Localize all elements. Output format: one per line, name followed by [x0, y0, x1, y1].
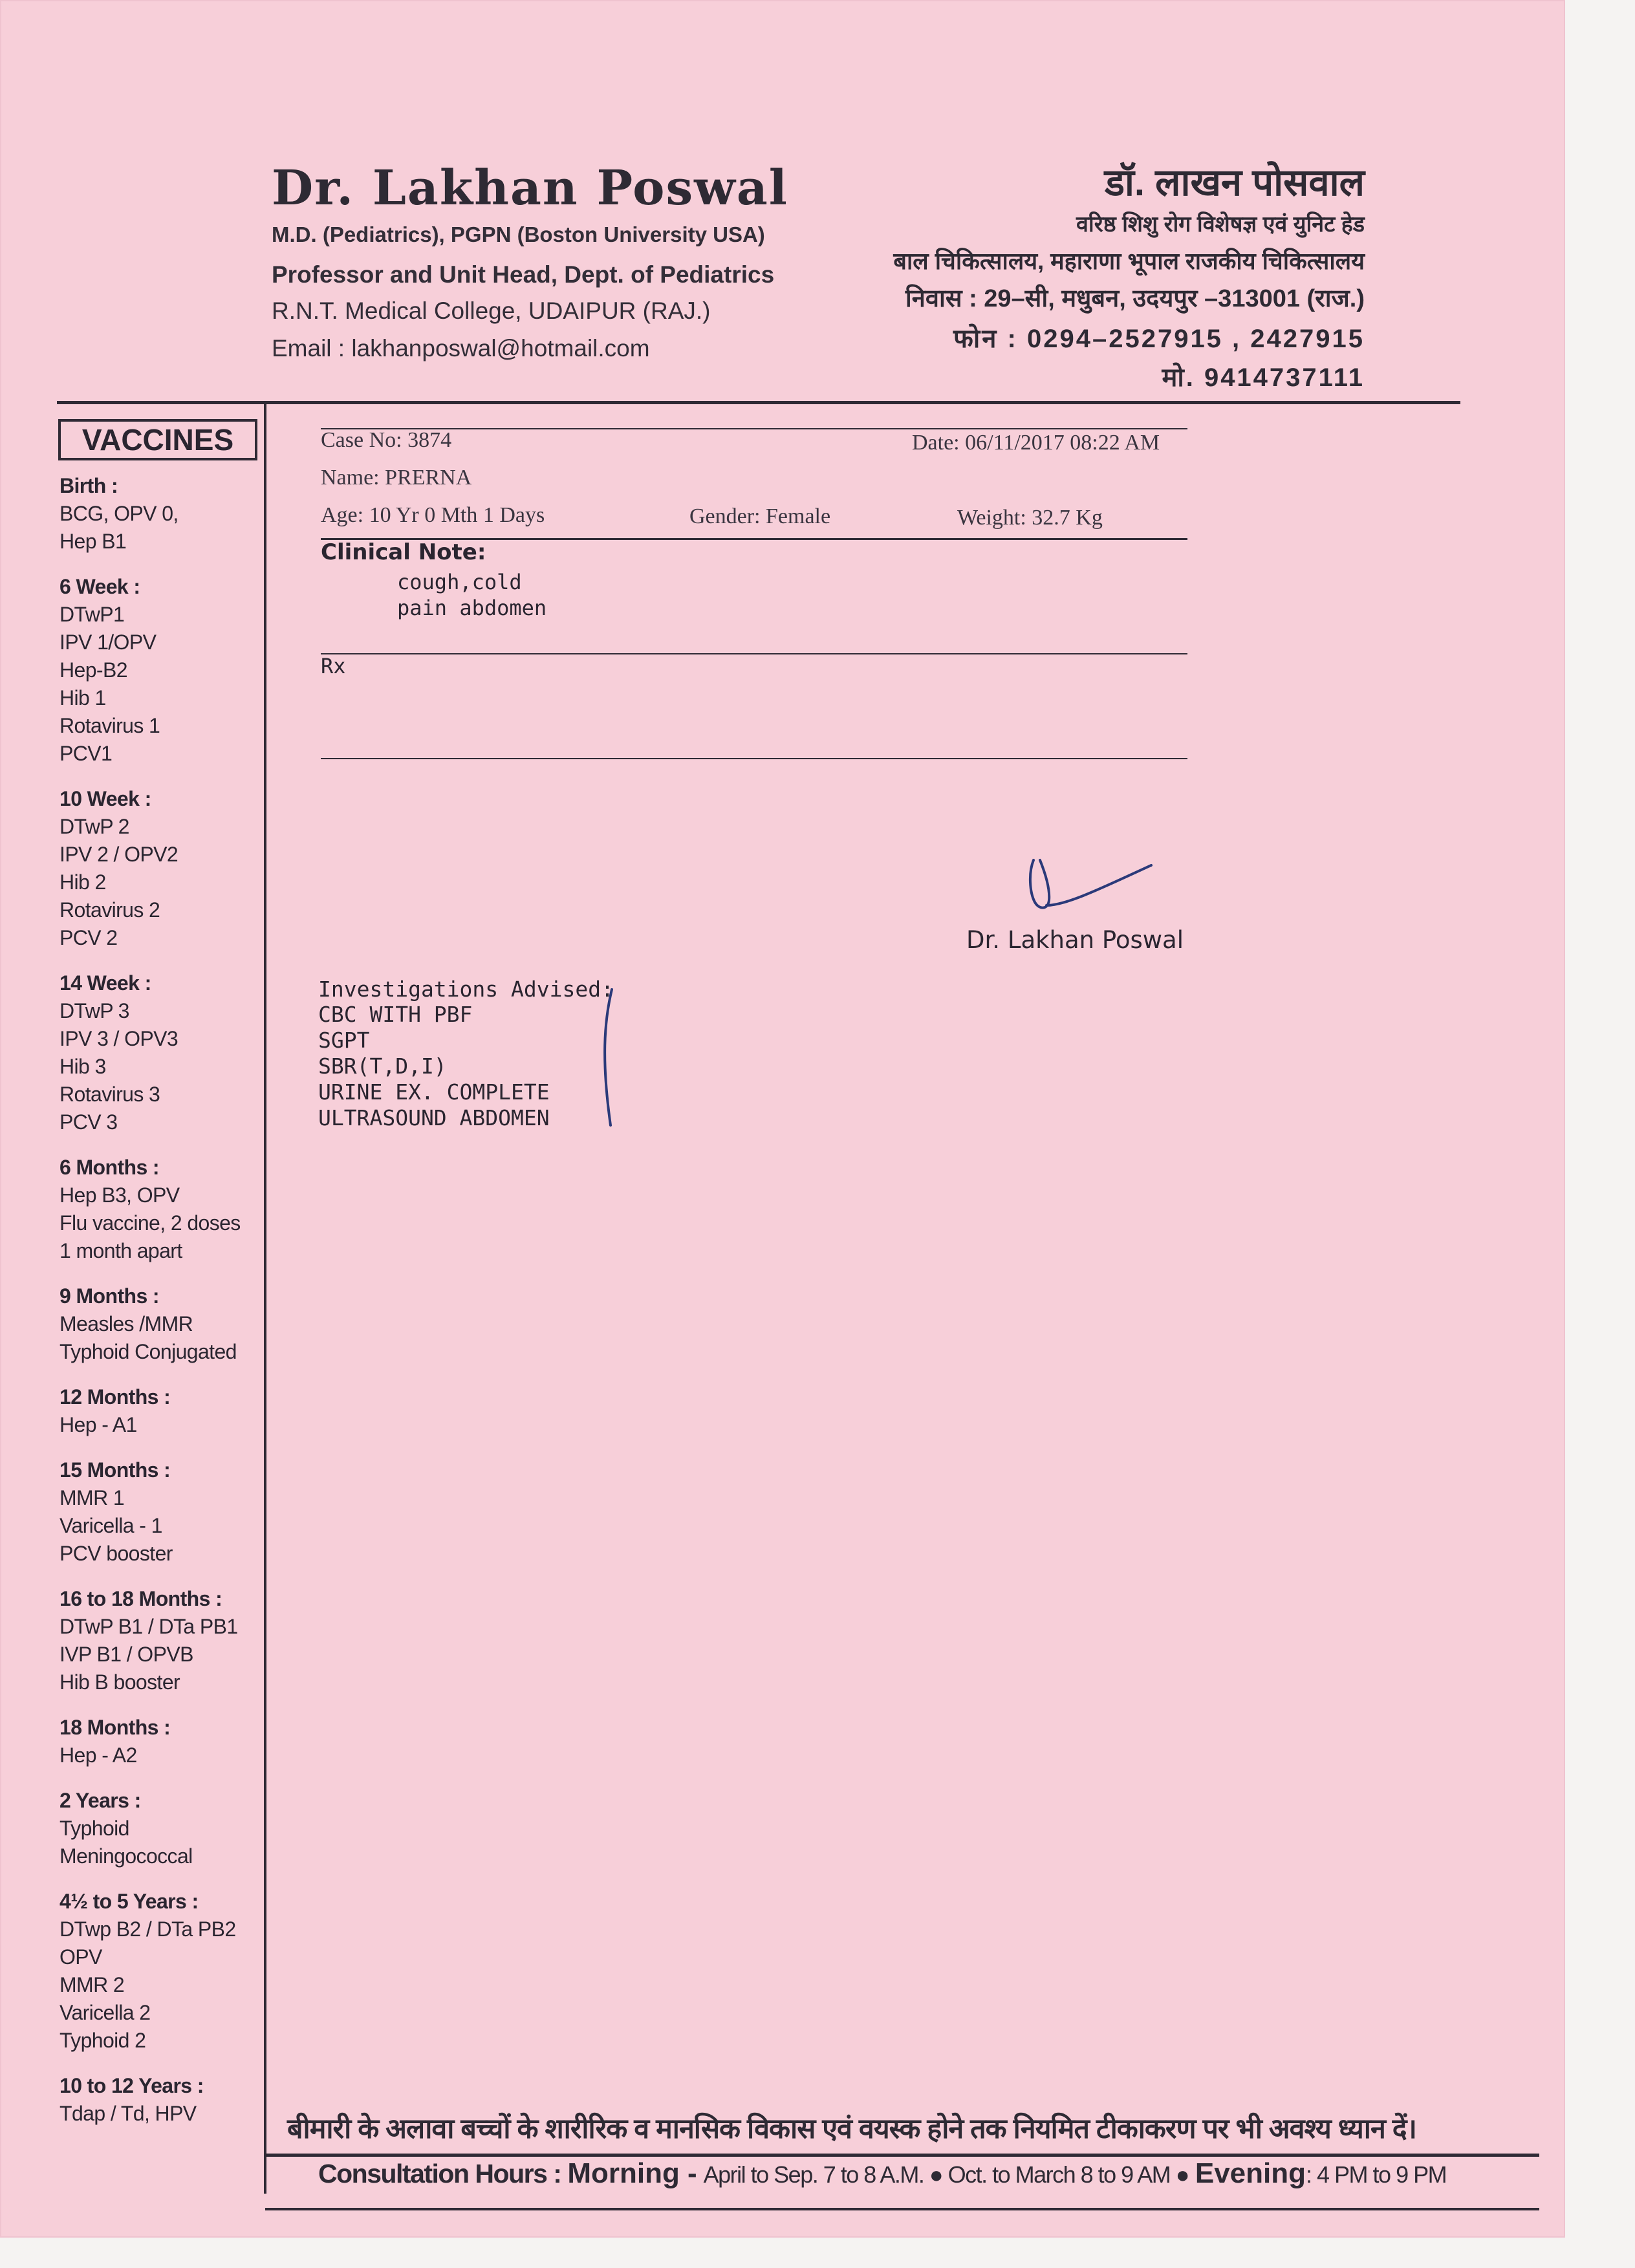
investigation-item: ULTRASOUND ABDOMEN	[318, 1105, 550, 1130]
vaccine-schedule	[60, 472, 273, 2145]
rx-rule	[321, 758, 1187, 759]
vaccine-item: MMR 1	[60, 1486, 125, 1509]
doctor-title-hindi: वरिष्ठ शिशु रोग विशेषज्ञ एवं युनिट हेड	[1076, 212, 1365, 237]
vaccine-item: Hib 2	[60, 870, 106, 894]
vaccine-item: Hib 1	[60, 686, 106, 709]
vaccine-group	[60, 1787, 273, 1870]
vaccine-item: BCG, OPV 0,	[60, 502, 179, 525]
vaccine-item: Hib 3	[60, 1055, 106, 1078]
vaccine-item: OPV	[60, 1945, 102, 1969]
vaccine-item: IVP B1 / OPVB	[60, 1643, 193, 1666]
vaccine-item: Varicella 2	[60, 2001, 151, 2024]
vaccine-group	[60, 1888, 273, 2055]
footer-rule-top	[265, 2154, 1539, 2157]
pen-mark	[595, 983, 621, 1132]
doctor-name: Dr. Lakhan Poswal	[272, 160, 788, 216]
vaccine-item: Meningococcal	[60, 1844, 193, 1868]
vaccine-item: Hep - A1	[60, 1413, 137, 1436]
vaccine-group	[60, 1714, 273, 1769]
investigation-item: SBR(T,D,I)	[318, 1053, 447, 1079]
vaccine-item: DTwP B1 / DTa PB1	[60, 1615, 238, 1638]
doctor-name-hindi: डॉ. लाखन पोसवाल	[1104, 162, 1365, 204]
doctor-college: R.N.T. Medical College, UDAIPUR (RAJ.)	[272, 297, 711, 324]
hospital-hindi: बाल चिकित्सालय, महाराणा भूपाल राजकीय चिकित्सालय	[893, 248, 1365, 274]
vaccine-item: PCV booster	[60, 1542, 173, 1565]
phone-hindi: फोन : 0294–2527915 , 2427915	[953, 325, 1365, 353]
evening-hours: : 4 PM to 9 PM	[1306, 2161, 1447, 2188]
investigations-label: Investigations Advised:	[318, 977, 614, 1002]
vaccine-item: Typhoid	[60, 1817, 129, 1840]
vaccine-item: 1 month apart	[60, 1239, 182, 1262]
patient-age: Age: 10 Yr 0 Mth 1 Days	[321, 503, 545, 527]
investigation-item: SGPT	[318, 1028, 370, 1053]
vaccine-group	[60, 1154, 273, 1265]
doctor-position: Professor and Unit Head, Dept. of Pediatrics	[272, 261, 775, 288]
vaccine-item: Hep B1	[60, 530, 127, 553]
vaccine-group	[60, 1282, 273, 1366]
patient-weight: Weight: 32.7 Kg	[957, 506, 1103, 530]
vaccine-group-heading: 6 Week :	[60, 575, 140, 598]
investigation-item: URINE EX. COMPLETE	[318, 1079, 550, 1105]
vaccine-group	[60, 573, 273, 768]
vaccine-item: MMR 2	[60, 1973, 125, 1996]
consultation-label: Consultation Hours :	[318, 2159, 561, 2188]
mobile-hindi: मो. 9414737111	[1162, 363, 1365, 392]
vaccine-group-heading: 6 Months :	[60, 1156, 159, 1179]
vaccine-item: DTwp B2 / DTa PB2	[60, 1917, 236, 1941]
vaccine-item: PCV 3	[60, 1110, 118, 1134]
vaccine-group	[60, 1585, 273, 1696]
vaccine-group-heading: 2 Years :	[60, 1789, 141, 1812]
vaccine-group	[60, 969, 273, 1136]
vaccine-group-heading: 15 Months :	[60, 1458, 171, 1482]
vaccine-item: Rotavirus 2	[60, 898, 160, 922]
vaccine-item: Tdap / Td, HPV	[60, 2102, 197, 2125]
vaccine-item: IPV 3 / OPV3	[60, 1027, 179, 1050]
vaccine-group-heading: 9 Months :	[60, 1284, 159, 1308]
vaccine-item: Hib B booster	[60, 1670, 180, 1694]
clinical-note-line: pain abdomen	[397, 596, 547, 620]
vaccine-group	[60, 472, 273, 556]
vaccine-group-heading: 18 Months :	[60, 1716, 171, 1739]
vaccine-group-heading: 10 Week :	[60, 787, 151, 810]
morning-label: Morning -	[567, 2157, 697, 2189]
evening-label: Evening	[1195, 2157, 1306, 2189]
vaccine-item: Flu vaccine, 2 doses	[60, 1211, 241, 1235]
vaccine-group-heading: 14 Week :	[60, 971, 151, 995]
vaccine-group	[60, 1456, 273, 1568]
vaccine-item: Hep - A2	[60, 1744, 137, 1767]
vaccine-group-heading: 4½ to 5 Years :	[60, 1890, 199, 1913]
patient-gender: Gender: Female	[689, 504, 831, 528]
vaccine-item: Typhoid Conjugated	[60, 1340, 237, 1363]
vaccine-item: DTwP 2	[60, 815, 129, 838]
vaccine-group-heading: 12 Months :	[60, 1385, 171, 1409]
consultation-hours	[318, 2157, 1446, 2190]
clinical-note-label: Clinical Note:	[321, 539, 486, 565]
vaccine-item: Typhoid 2	[60, 2029, 146, 2052]
clinical-note-line: cough,cold	[397, 570, 522, 594]
vaccine-item: IPV 2 / OPV2	[60, 843, 179, 866]
signature-name: Dr. Lakhan Poswal	[966, 926, 1184, 954]
vaccine-item: Varicella - 1	[60, 1514, 162, 1537]
vaccine-item: IPV 1/OPV	[60, 631, 157, 654]
patient-name: Name: PRERNA	[321, 466, 472, 490]
vaccine-group-heading: 10 to 12 Years :	[60, 2074, 204, 2097]
case-number: Case No: 3874	[321, 428, 452, 452]
visit-date: Date: 06/11/2017 08:22 AM	[912, 431, 1160, 455]
footer-hindi-note: बीमारी के अलावा बच्चों के शारीरिक व मानसिक विकास एवं वयस्क होने तक नियमित टीकाकरण पर भी अवश्य ध्यान दें।	[287, 2113, 1416, 2144]
doctor-email: Email : lakhanposwal@hotmail.com	[272, 335, 650, 362]
doctor-signature	[1009, 841, 1177, 931]
vaccine-item: Measles /MMR	[60, 1312, 193, 1335]
vaccine-item: PCV 2	[60, 926, 118, 949]
rx-label: Rx	[321, 654, 346, 678]
morning-hours: April to Sep. 7 to 8 A.M. ● Oct. to March 8 to 9 AM ●	[703, 2161, 1189, 2188]
vaccines-title: VACCINES	[58, 419, 257, 460]
vaccine-group-heading: 16 to 18 Months :	[60, 1587, 222, 1610]
footer-rule-bottom	[265, 2208, 1539, 2210]
doctor-degree: M.D. (Pediatrics), PGPN (Boston University USA)	[272, 222, 765, 246]
vaccine-item: DTwP 3	[60, 999, 129, 1022]
header-rule	[57, 401, 1460, 404]
vaccine-group	[60, 785, 273, 952]
vaccine-group-heading: Birth :	[60, 474, 118, 497]
vaccine-group	[60, 1383, 273, 1439]
vaccine-item: Rotavirus 1	[60, 714, 160, 737]
vaccine-item: Rotavirus 3	[60, 1083, 160, 1106]
vaccine-item: PCV1	[60, 742, 113, 765]
vaccine-item: DTwP1	[60, 603, 125, 626]
vaccine-item: Hep-B2	[60, 658, 127, 682]
clinical-note-rule	[321, 653, 1187, 654]
address-hindi: निवास : 29–सी, मधुबन, उदयपुर –313001 (राज.)	[905, 285, 1365, 312]
investigation-item: CBC WITH PBF	[318, 1002, 473, 1027]
vaccine-item: Hep B3, OPV	[60, 1183, 180, 1207]
investigations-list	[318, 1002, 550, 1131]
vaccine-group	[60, 2072, 273, 2128]
